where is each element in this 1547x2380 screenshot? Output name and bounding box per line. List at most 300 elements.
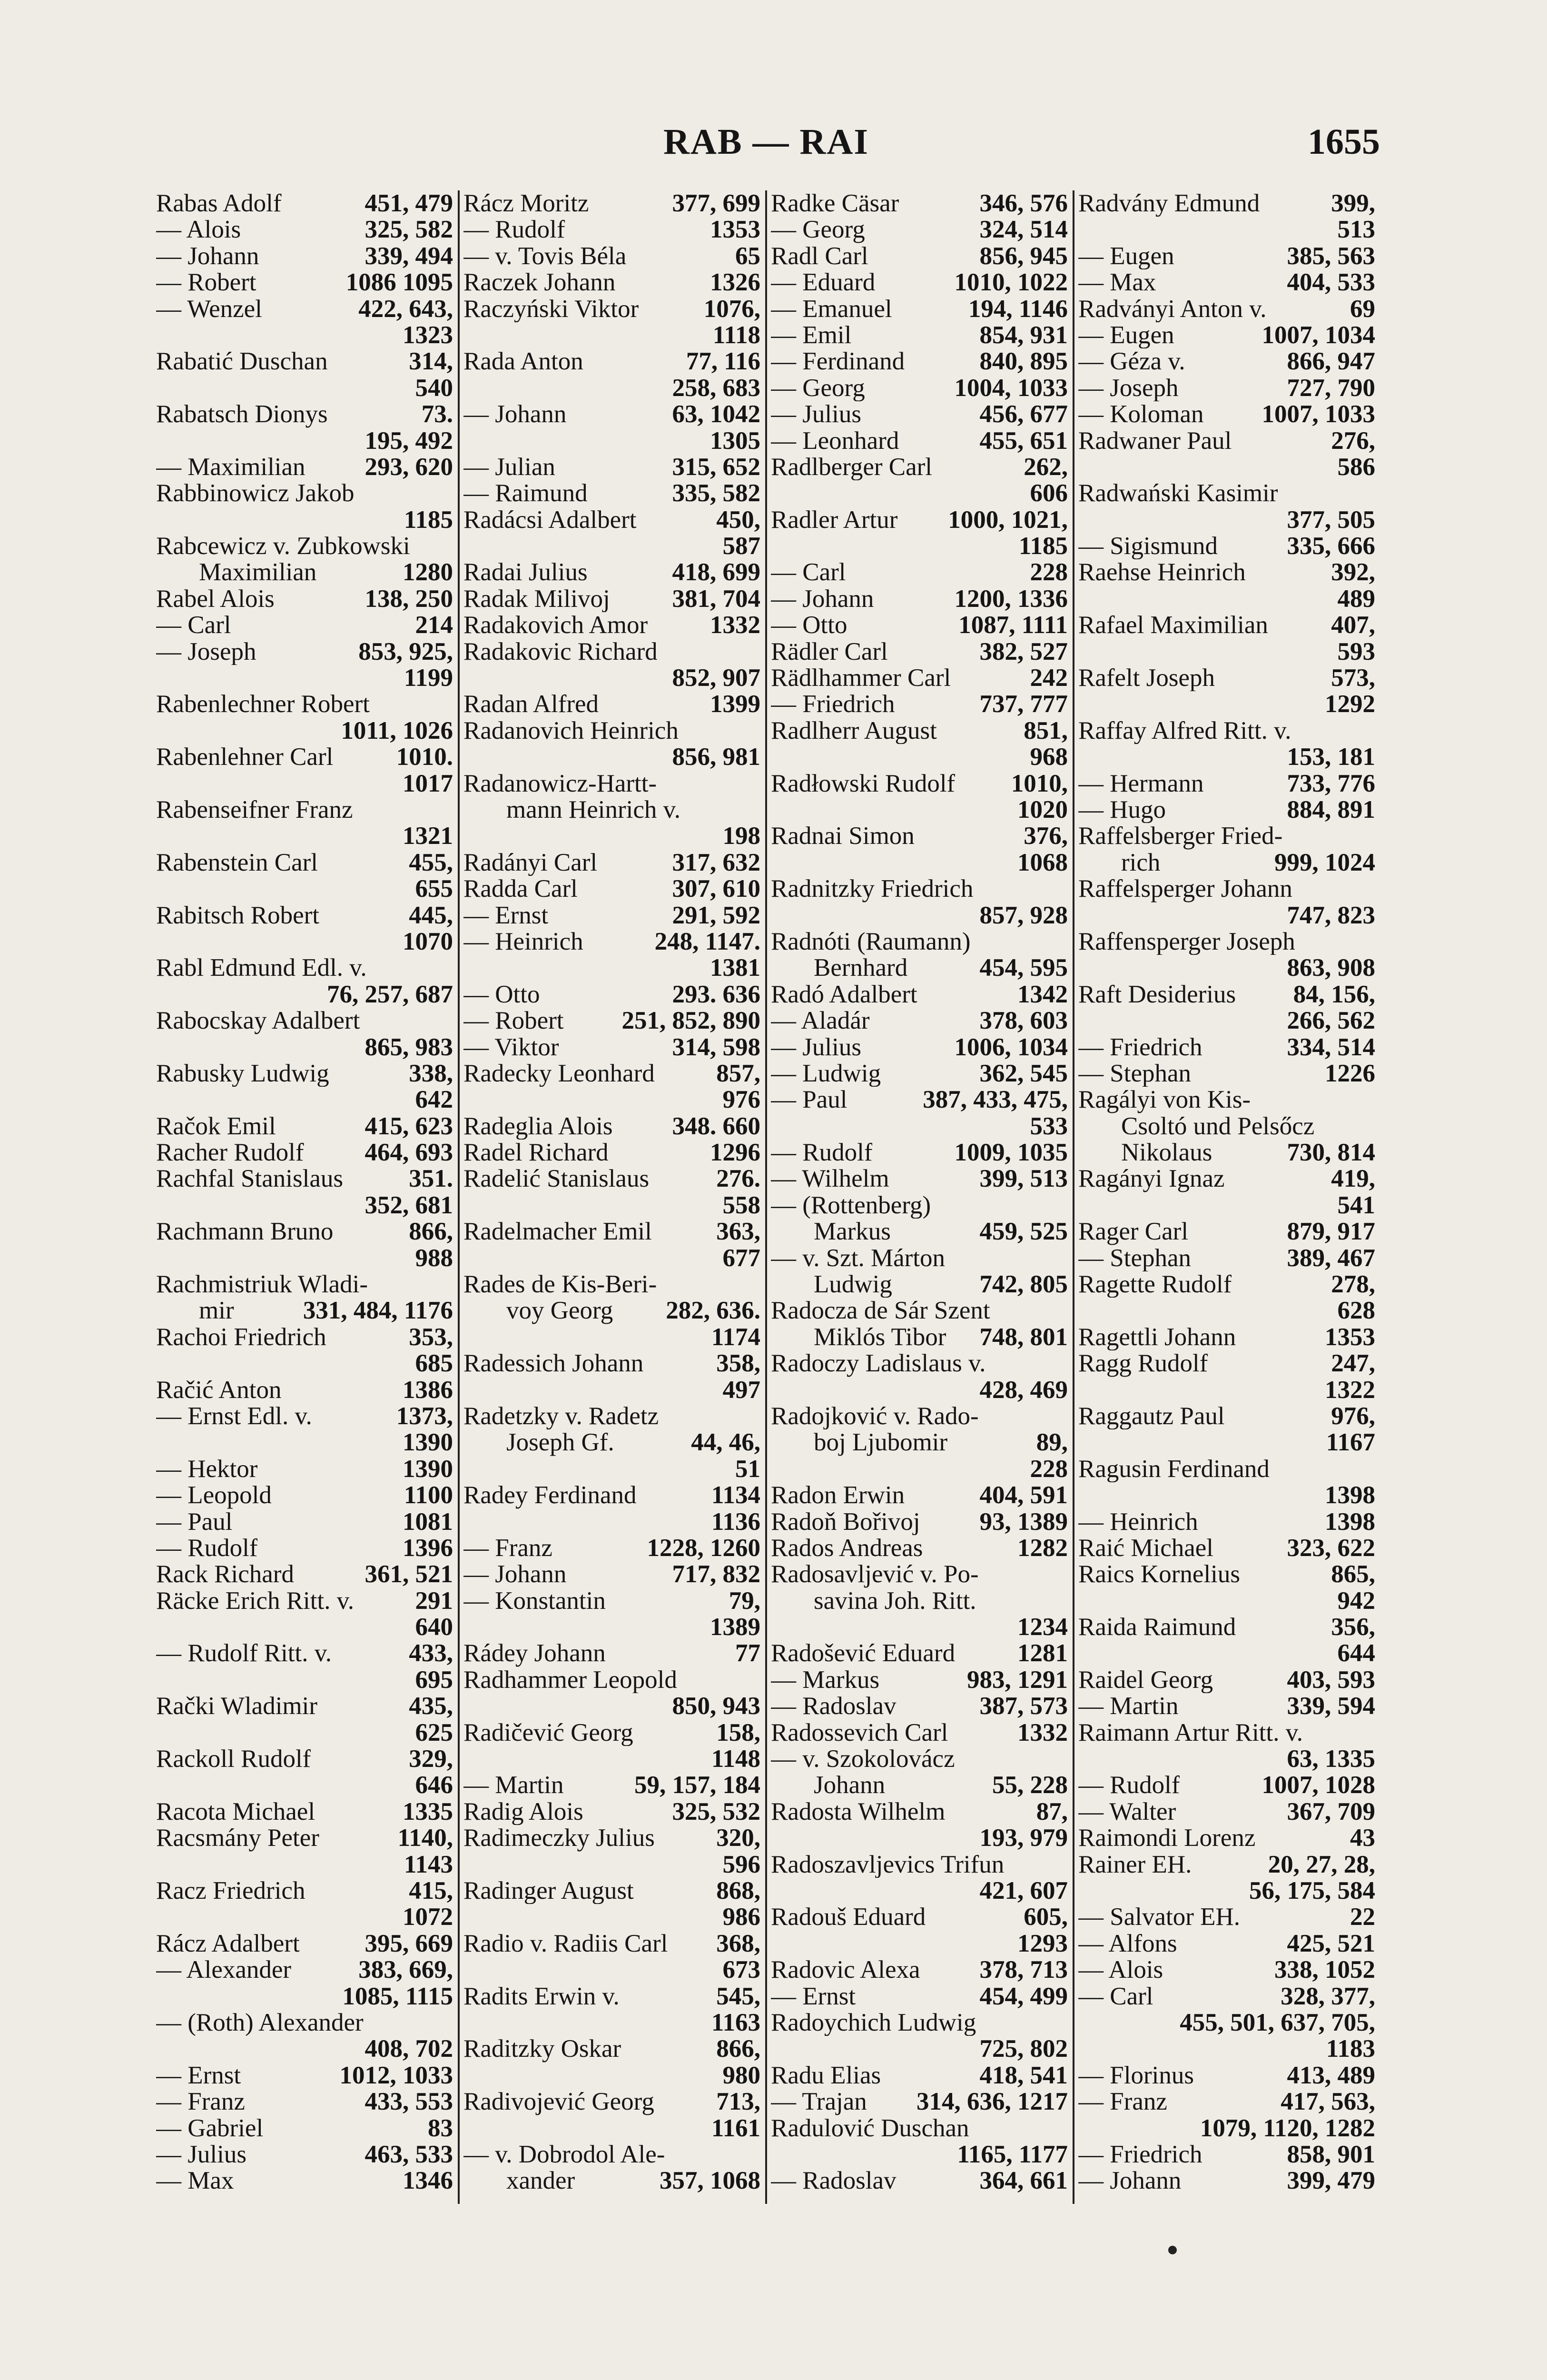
entry-name: Radičević Georg xyxy=(463,1719,633,1746)
entry-name: Radanovich Heinrich xyxy=(463,717,679,744)
entry-name: Ragette Rudolf xyxy=(1078,1271,1232,1298)
index-entry xyxy=(463,190,760,217)
entry-name: Radulović Duschan xyxy=(771,2115,969,2142)
entry-name: — Alois xyxy=(1078,1957,1163,1983)
entry-pages: 713, xyxy=(716,2089,760,2115)
index-entry xyxy=(771,1588,1068,1614)
entry-pages: 1100 xyxy=(404,1482,453,1509)
entry-name: Rádey Johann xyxy=(463,1640,606,1667)
entry-pages: 362, 545 xyxy=(979,1060,1068,1087)
ink-dot xyxy=(1168,2246,1177,2254)
entry-name: — Rudolf xyxy=(771,1140,873,1166)
index-entry xyxy=(1078,480,1375,506)
index-entry xyxy=(156,1087,453,1113)
index-entry xyxy=(156,1983,453,2010)
index-entry xyxy=(156,1720,453,1746)
entry-pages: 1292 xyxy=(1325,691,1375,718)
entry-name: — Aladár xyxy=(771,1008,870,1034)
entry-pages: 593 xyxy=(1337,638,1375,665)
entry-name: Ragányi Ignaz xyxy=(1078,1166,1225,1192)
entry-name: boj Ljubomir xyxy=(814,1429,948,1456)
entry-pages xyxy=(758,771,760,797)
index-entry xyxy=(1078,1720,1375,1746)
index-entry xyxy=(463,217,760,243)
index-entry xyxy=(1078,2142,1375,2168)
index-entry xyxy=(463,929,760,955)
entry-pages: 55, 228 xyxy=(992,1772,1068,1799)
entry-pages: 1381 xyxy=(710,955,760,982)
entry-pages: 242 xyxy=(1030,665,1068,692)
entry-name: Rafael Maximilian xyxy=(1078,612,1268,639)
entry-pages: 198 xyxy=(722,823,760,850)
index-entry xyxy=(771,1904,1068,1930)
entry-pages xyxy=(758,1271,760,1298)
entry-name: Radakovic Richard xyxy=(463,638,658,665)
entry-pages: 20, 27, 28, xyxy=(1268,1851,1375,1878)
index-entry xyxy=(156,639,453,665)
entry-name: mir xyxy=(199,1298,234,1324)
index-entry xyxy=(463,850,760,876)
index-entry xyxy=(156,1245,453,1271)
entry-name: Rabel Alois xyxy=(156,585,275,613)
entry-name: Nikolaus xyxy=(1121,1140,1212,1166)
entry-pages: 879, 917 xyxy=(1287,1219,1375,1245)
entry-pages: 463, 533 xyxy=(365,2141,453,2168)
entry-pages: 22 xyxy=(1350,1904,1375,1931)
entry-pages: 314, xyxy=(409,348,453,375)
index-entry xyxy=(463,1350,760,1377)
entry-pages xyxy=(758,1403,760,1429)
entry-name: xander xyxy=(506,2168,575,2194)
index-entry xyxy=(1078,1482,1375,1508)
index-entry xyxy=(156,559,453,585)
entry-pages: 395, 669 xyxy=(365,1930,453,1957)
entry-pages: 866, xyxy=(716,2036,760,2063)
index-entry xyxy=(1078,1087,1375,1113)
index-entry xyxy=(463,744,760,770)
index-entry xyxy=(156,876,453,902)
entry-pages: 328, 377, xyxy=(1281,1983,1375,2010)
entry-pages: 1185 xyxy=(1018,533,1068,560)
entry-pages: 857, 928 xyxy=(979,902,1068,929)
entry-name: — Heinrich xyxy=(1078,1508,1198,1535)
entry-name: — Johann xyxy=(1078,2168,1182,2194)
entry-name: Rački Wladimir xyxy=(156,1693,318,1720)
index-entry xyxy=(156,1113,453,1140)
entry-name: Rabenseifner Franz xyxy=(156,796,353,823)
entry-name: Radey Ferdinand xyxy=(463,1482,637,1509)
entry-pages xyxy=(1065,1245,1068,1271)
entry-name: — Hektor xyxy=(156,1456,258,1483)
entry-name: — Martin xyxy=(1078,1693,1179,1720)
entry-pages xyxy=(758,797,760,823)
entry-pages: 866, 947 xyxy=(1287,348,1375,375)
index-entry xyxy=(463,1509,760,1535)
index-entry xyxy=(463,1878,760,1904)
entry-name: Radits Erwin v. xyxy=(463,1983,620,2010)
entry-pages: 331, 484, 1176 xyxy=(303,1298,453,1324)
index-entry xyxy=(156,955,453,981)
entry-pages xyxy=(1372,718,1375,744)
index-entry xyxy=(463,1482,760,1508)
index-entry xyxy=(1078,2063,1375,2089)
index-entry xyxy=(1078,1034,1375,1061)
entry-pages: 454, 499 xyxy=(979,1983,1068,2010)
entry-name: — Joseph xyxy=(156,638,256,665)
index-entry xyxy=(1078,1799,1375,1825)
entry-pages: 363, xyxy=(716,1219,760,1245)
index-entry xyxy=(771,1825,1068,1851)
entry-name: Rafelt Joseph xyxy=(1078,665,1215,692)
entry-name: Rädler Carl xyxy=(771,638,888,665)
index-entry xyxy=(1078,1640,1375,1666)
index-entry xyxy=(1078,559,1375,585)
entry-name: — Emil xyxy=(771,322,852,349)
entry-name: — Wenzel xyxy=(156,296,262,322)
entry-name: Rabl Edmund Edl. v. xyxy=(156,955,367,982)
entry-name: Rack Richard xyxy=(156,1561,294,1588)
entry-pages: 378, 603 xyxy=(979,1008,1068,1034)
entry-name: Radel Richard xyxy=(463,1140,609,1166)
index-entry xyxy=(156,771,453,797)
index-entry xyxy=(771,1957,1068,1983)
index-entry xyxy=(463,1113,760,1140)
entry-pages: 851, xyxy=(1024,717,1068,744)
entry-pages xyxy=(1065,1561,1068,1587)
entry-pages: 986 xyxy=(722,1904,760,1931)
index-entry xyxy=(156,1878,453,1904)
entry-name: — Koloman xyxy=(1078,401,1204,428)
entry-name: voy Georg xyxy=(506,1298,613,1324)
entry-pages xyxy=(1065,1350,1068,1377)
index-entry xyxy=(1078,348,1375,375)
entry-pages xyxy=(1065,1588,1068,1614)
index-entry xyxy=(463,1324,760,1350)
entry-name: Radoczy Ladislaus v. xyxy=(771,1350,986,1377)
entry-name: — Heinrich xyxy=(463,928,583,955)
entry-name: — v. Dobrodol Ale- xyxy=(463,2141,665,2168)
entry-name: Radivojević Georg xyxy=(463,2089,654,2115)
entry-pages xyxy=(1065,1192,1068,1219)
entry-pages: 1011, 1026 xyxy=(341,717,453,744)
entry-name: Markus xyxy=(814,1219,891,1245)
entry-pages: 1020 xyxy=(1017,796,1068,823)
index-entry xyxy=(771,1772,1068,1798)
entry-name: — Rudolf xyxy=(463,217,565,243)
index-entry xyxy=(771,1113,1068,1140)
entry-name: — Stephan xyxy=(1078,1245,1191,1272)
entry-pages: 77, 116 xyxy=(686,348,760,375)
index-entry xyxy=(771,507,1068,533)
index-entry xyxy=(156,1298,453,1324)
entry-pages: 988 xyxy=(415,1245,453,1272)
index-entry xyxy=(1078,1429,1375,1456)
index-entry xyxy=(156,2063,453,2089)
entry-pages: 586 xyxy=(1337,454,1375,481)
index-entry xyxy=(771,1350,1068,1377)
entry-pages: 1086 1095 xyxy=(345,269,453,296)
index-entry xyxy=(771,1720,1068,1746)
index-entry xyxy=(771,1482,1068,1508)
entry-name: Rabocskay Adalbert xyxy=(156,1008,360,1034)
entry-pages: 320, xyxy=(716,1825,760,1852)
entry-pages: 456, 677 xyxy=(979,401,1068,428)
entry-pages: 418, 699 xyxy=(672,559,760,586)
index-entry xyxy=(156,2010,453,2036)
entry-name: — Florinus xyxy=(1078,2062,1194,2089)
index-entry xyxy=(463,454,760,480)
entry-name: — Franz xyxy=(156,2089,245,2115)
entry-name: Radvány Edmund xyxy=(1078,190,1260,217)
entry-pages: 1199 xyxy=(404,665,453,692)
entry-pages: 338, 1052 xyxy=(1274,1957,1375,1983)
entry-pages: 353, xyxy=(409,1324,453,1351)
index-entry xyxy=(463,1957,760,1983)
index-entry xyxy=(463,1403,760,1429)
entry-pages: 358, xyxy=(716,1350,760,1377)
entry-pages: 351. xyxy=(409,1166,453,1192)
entry-pages: 248, 1147. xyxy=(654,928,760,955)
entry-name: Rades de Kis-Beri- xyxy=(463,1271,657,1298)
index-entry xyxy=(463,1561,760,1587)
entry-pages: 63, 1042 xyxy=(672,401,760,428)
entry-pages: 1185 xyxy=(404,506,453,534)
index-entry xyxy=(463,2010,760,2036)
entry-pages: 644 xyxy=(1337,1640,1375,1667)
entry-pages: 422, 643, xyxy=(358,296,453,322)
index-entry xyxy=(1078,533,1375,559)
index-entry xyxy=(156,1904,453,1930)
entry-name: Rabusky Ludwig xyxy=(156,1060,329,1087)
entry-pages: 69 xyxy=(1350,296,1375,322)
index-entry xyxy=(156,2089,453,2115)
entry-name: — Trajan xyxy=(771,2089,867,2115)
entry-pages: 1143 xyxy=(404,1851,453,1878)
entry-name: Raczek Johann xyxy=(463,269,616,296)
entry-name: — Johann xyxy=(463,401,567,428)
entry-pages: 214 xyxy=(415,612,453,639)
entry-name: — Stephan xyxy=(1078,1060,1191,1087)
entry-pages: 737, 777 xyxy=(979,691,1068,718)
entry-name: — Robert xyxy=(156,269,256,296)
entry-name: Radosavljević v. Po- xyxy=(771,1561,979,1588)
index-entry xyxy=(463,718,760,744)
index-entry xyxy=(1078,1746,1375,1772)
index-entry xyxy=(463,1720,760,1746)
entry-name: Raditzky Oskar xyxy=(463,2036,621,2063)
entry-name: — Ferdinand xyxy=(771,348,905,375)
index-entry xyxy=(771,1878,1068,1904)
entry-pages: 368, xyxy=(716,1930,760,1957)
index-entry xyxy=(463,1087,760,1113)
entry-pages: 858, 901 xyxy=(1287,2141,1375,2168)
entry-pages xyxy=(450,1271,453,1298)
entry-pages: 1342 xyxy=(1017,981,1068,1008)
entry-pages xyxy=(758,718,760,744)
index-entry xyxy=(771,2063,1068,2089)
entry-name: Rabbinowicz Jakob xyxy=(156,480,355,507)
index-entry xyxy=(463,428,760,454)
index-entry xyxy=(1078,1008,1375,1034)
entry-pages: 625 xyxy=(415,1719,453,1746)
entry-name: Radelić Stanislaus xyxy=(463,1166,650,1192)
entry-name: — Paul xyxy=(156,1508,233,1535)
entry-pages: 1007, 1033 xyxy=(1261,401,1375,428)
index-entry xyxy=(463,2168,760,2194)
entry-name: — Konstantin xyxy=(463,1587,606,1615)
entry-pages: 335, 666 xyxy=(1287,533,1375,560)
entry-pages: 293. 636 xyxy=(672,981,760,1008)
index-entry xyxy=(771,665,1068,691)
index-entry xyxy=(156,797,453,823)
index-entry xyxy=(463,243,760,269)
entry-pages: 1087, 1111 xyxy=(958,612,1068,639)
index-entry xyxy=(771,1061,1068,1087)
index-entry xyxy=(771,876,1068,902)
index-entry xyxy=(463,375,760,401)
entry-pages: 421, 607 xyxy=(979,1878,1068,1904)
index-entry xyxy=(1078,929,1375,955)
index-entry xyxy=(1078,1192,1375,1219)
entry-pages: 1332 xyxy=(1017,1719,1068,1746)
index-entry xyxy=(156,586,453,612)
entry-name: Raffay Alfred Ritt. v. xyxy=(1078,717,1291,744)
entry-name: — Rudolf Ritt. v. xyxy=(156,1640,332,1667)
index-entry xyxy=(463,480,760,506)
entry-name: Radojković v. Rado- xyxy=(771,1403,979,1430)
index-entry xyxy=(156,1588,453,1614)
index-entry xyxy=(156,428,453,454)
entry-pages xyxy=(450,691,453,717)
entry-pages xyxy=(450,797,453,823)
index-entry xyxy=(1078,1245,1375,1271)
entry-name: Rácz Moritz xyxy=(463,190,589,217)
entry-pages: 307, 610 xyxy=(672,876,760,902)
index-column-3 xyxy=(767,190,1074,2204)
index-entry xyxy=(1078,1271,1375,1298)
entry-pages: 1396 xyxy=(403,1535,453,1562)
index-entry xyxy=(771,2089,1068,2115)
entry-pages: 1281 xyxy=(1017,1640,1068,1667)
entry-name: — Eduard xyxy=(771,269,876,296)
entry-pages: 425, 521 xyxy=(1287,1930,1375,1957)
entry-name: — Georg xyxy=(771,375,865,402)
index-entry xyxy=(156,1377,453,1403)
index-entry xyxy=(156,296,453,322)
entry-name: Raimann Artur Ritt. v. xyxy=(1078,1719,1303,1746)
entry-name: Miklós Tibor xyxy=(814,1324,946,1351)
entry-pages: 606 xyxy=(1030,480,1068,507)
entry-pages: 1398 xyxy=(1325,1508,1375,1535)
index-entry xyxy=(156,823,453,849)
index-entry xyxy=(1078,1535,1375,1561)
entry-pages: 497 xyxy=(722,1377,760,1403)
entry-pages: 399, 513 xyxy=(979,1166,1068,1192)
entry-pages: 587 xyxy=(722,533,760,560)
entry-name: Raggautz Paul xyxy=(1078,1403,1225,1430)
entry-pages: 1389 xyxy=(710,1614,760,1641)
entry-pages: 433, xyxy=(409,1640,453,1667)
entry-pages: 976 xyxy=(722,1087,760,1113)
index-column-1 xyxy=(152,190,460,2204)
entry-name: — Max xyxy=(1078,269,1156,296)
entry-pages xyxy=(1372,823,1375,849)
entry-name: Rabatić Duschan xyxy=(156,348,328,375)
index-entry xyxy=(463,982,760,1008)
index-entry xyxy=(771,217,1068,243)
entry-pages: 407, xyxy=(1331,612,1375,639)
entry-name: Radlherr August xyxy=(771,717,937,744)
index-entry xyxy=(1078,1983,1375,2010)
entry-name: Radnai Simon xyxy=(771,823,915,850)
entry-name: Radai Julius xyxy=(463,559,588,586)
entry-name: Rachmann Bruno xyxy=(156,1219,334,1245)
entry-pages: 77 xyxy=(735,1640,760,1667)
index-entry xyxy=(463,1166,760,1192)
index-entry xyxy=(1078,771,1375,797)
entry-pages: 334, 514 xyxy=(1287,1034,1375,1061)
entry-name: Räcke Erich Ritt. v. xyxy=(156,1587,355,1615)
index-entry xyxy=(771,718,1068,744)
entry-name: — Ernst xyxy=(156,2062,241,2089)
entry-name: — Hugo xyxy=(1078,796,1166,823)
index-entry xyxy=(1078,1140,1375,1166)
entry-pages: 865, xyxy=(1331,1561,1375,1588)
entry-name: Rabenlechner Robert xyxy=(156,691,370,718)
page-header xyxy=(152,121,1380,174)
index-entry xyxy=(771,771,1068,797)
entry-pages: 194, 1146 xyxy=(968,296,1068,322)
entry-pages: 1373, xyxy=(396,1403,453,1430)
entry-pages: 742, 805 xyxy=(979,1271,1068,1298)
entry-pages: 1165, 1177 xyxy=(957,2141,1068,2168)
entry-name: — v. Szt. Márton xyxy=(771,1245,946,1272)
entry-pages: 725, 802 xyxy=(979,2036,1068,2063)
entry-name: — Johann xyxy=(463,1561,567,1588)
entry-pages: 356, xyxy=(1331,1614,1375,1641)
entry-name: Radhammer Leopold xyxy=(463,1666,677,1694)
entry-name: — Markus xyxy=(771,1666,880,1694)
index-entry xyxy=(1078,1878,1375,1904)
entry-pages: 451, 479 xyxy=(365,190,453,217)
entry-name: rich xyxy=(1121,849,1161,876)
entry-pages: 850, 943 xyxy=(672,1693,760,1720)
entry-name: — Ernst Edl. v. xyxy=(156,1403,312,1430)
index-entry xyxy=(156,1061,453,1087)
entry-name: — Max xyxy=(156,2168,234,2194)
entry-name: — Julian xyxy=(463,454,555,481)
entry-name: Rada Anton xyxy=(463,348,583,375)
index-entry xyxy=(771,2036,1068,2062)
entry-pages xyxy=(1065,1746,1068,1772)
entry-pages: 999, 1024 xyxy=(1274,849,1375,876)
index-column-4 xyxy=(1074,190,1380,2204)
entry-pages: 545, xyxy=(716,1983,760,2010)
entry-name: — Friedrich xyxy=(1078,1034,1202,1061)
entry-pages: 489 xyxy=(1337,585,1375,613)
entry-pages: 291, 592 xyxy=(672,902,760,929)
index-entry xyxy=(771,1667,1068,1693)
index-entry xyxy=(1078,1904,1375,1930)
entry-pages: 655 xyxy=(415,876,453,902)
index-entry xyxy=(771,1377,1068,1403)
entry-pages: 377, 505 xyxy=(1287,506,1375,534)
entry-pages: 1007, 1034 xyxy=(1261,322,1375,349)
entry-name: Raics Kornelius xyxy=(1078,1561,1241,1588)
entry-name: Radwaner Paul xyxy=(1078,427,1232,454)
index-entry xyxy=(156,1350,453,1377)
entry-pages: 385, 563 xyxy=(1287,243,1375,270)
